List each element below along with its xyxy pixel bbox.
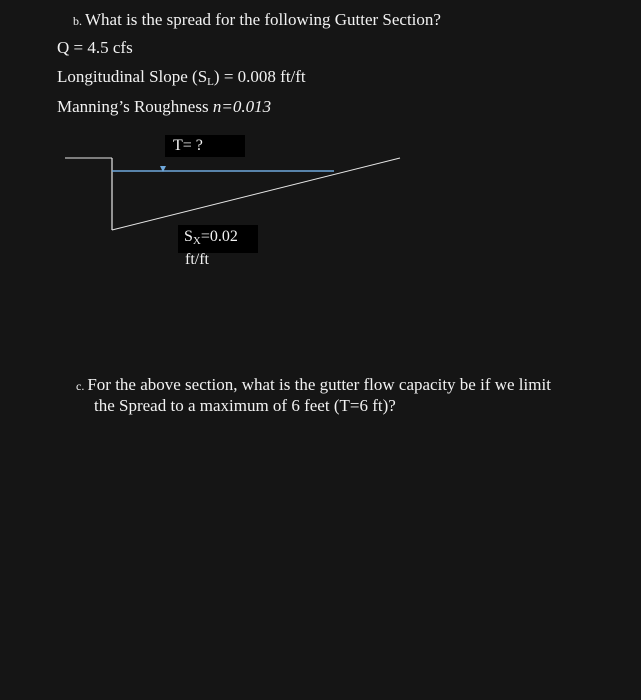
problem-c-question-line1 — [76, 375, 551, 395]
cross-slope-unit: ft/ft — [185, 251, 209, 268]
pavement-slope-line — [112, 158, 400, 230]
roughness-value: n=0.013 — [212, 97, 272, 116]
roughness-prefix: Manning’s Roughness — [57, 97, 213, 116]
slope-subscript: L — [207, 76, 214, 88]
cross-slope-label — [178, 225, 258, 253]
problem-c-text-line1: For the above section, what is the gutter flow capacity be if we limit — [87, 375, 551, 394]
problem-c-question-line2: the Spread to a maximum of 6 feet (T=6 ft)? — [94, 396, 396, 415]
problem-b-text: What is the spread for the following Gutter Section? — [85, 10, 441, 29]
cross-slope-subscript: X — [192, 235, 201, 247]
cross-slope-prefix: S — [184, 228, 193, 245]
flow-rate: Q = 4.5 cfs — [57, 38, 133, 57]
spread-label: T= ? — [165, 135, 245, 157]
slope-suffix: ) = 0.008 ft/ft — [213, 67, 306, 86]
problem-b-label: b. — [73, 14, 82, 28]
slope-prefix: Longitudinal Slope (S — [57, 67, 208, 86]
problem-c-label: c. — [76, 379, 85, 393]
cross-slope-value: =0.02 — [200, 228, 238, 245]
